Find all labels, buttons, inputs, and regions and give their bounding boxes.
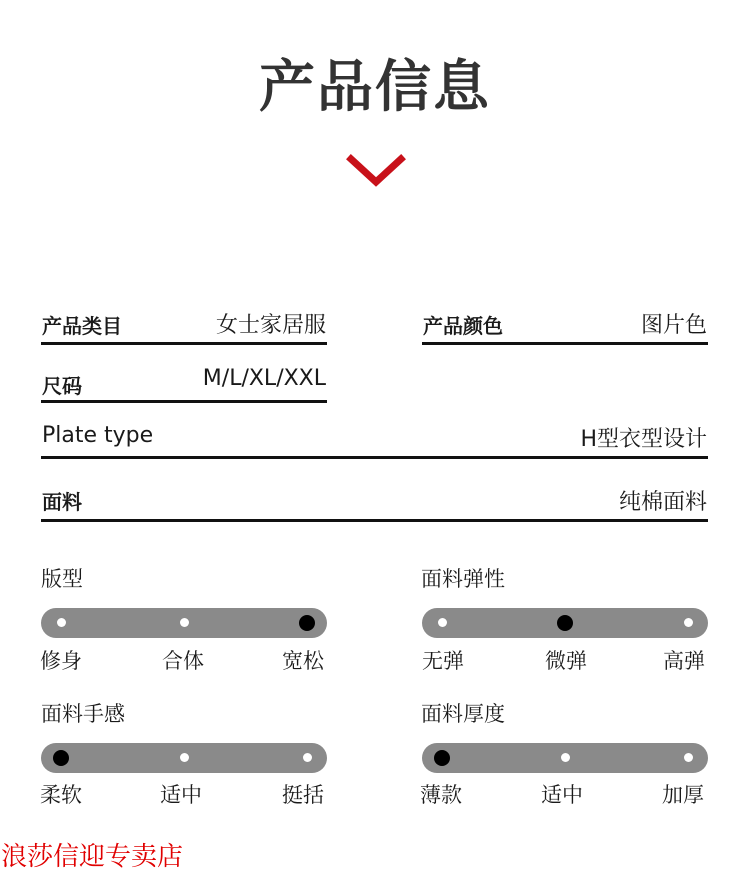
spec-value: 纯棉面料 (618, 490, 707, 515)
slider-selected-marker (299, 615, 315, 631)
slider-option: 微弹 (545, 649, 587, 673)
slider-label-hand-feel: 面料手感 (41, 702, 125, 726)
slider-option: 适中 (541, 783, 583, 807)
spec-row-category (41, 308, 327, 345)
spec-row-color (422, 308, 708, 345)
spec-value: 图片色 (640, 313, 707, 338)
slider-selected-marker (557, 615, 573, 631)
slider-stop-dot (303, 753, 312, 762)
slider-stop-dot (561, 753, 570, 762)
slider-label-thickness: 面料厚度 (421, 702, 505, 726)
slider-stop-dot (684, 753, 693, 762)
slider-stop-dot (180, 618, 189, 627)
slider-track-fit (41, 608, 327, 638)
slider-option: 高弹 (663, 649, 705, 673)
slider-option: 挺括 (282, 783, 324, 807)
spec-value: 女士家居服 (215, 313, 326, 338)
spec-value: H型衣型设计 (580, 427, 707, 452)
spec-label: 面料 (42, 490, 82, 514)
slider-selected-marker (434, 750, 450, 766)
slider-stop-dot (438, 618, 447, 627)
store-watermark: 浪莎信迎专卖店 (1, 842, 184, 872)
slider-option: 无弹 (422, 649, 464, 673)
section-title: 产品信息 (259, 55, 491, 120)
spec-row-plate-type (41, 421, 708, 459)
slider-option: 修身 (40, 649, 82, 673)
spec-label: 尺码 (42, 374, 82, 398)
slider-option: 薄款 (420, 783, 462, 807)
spec-row-size (41, 366, 327, 403)
slider-option: 适中 (160, 783, 202, 807)
slider-option: 合体 (162, 649, 204, 673)
slider-track-thickness (422, 743, 708, 773)
slider-option: 宽松 (282, 649, 324, 673)
slider-option: 加厚 (662, 783, 704, 807)
slider-label-fit: 版型 (41, 567, 83, 591)
slider-track-hand-feel (41, 743, 327, 773)
slider-track-elasticity (422, 608, 708, 638)
slider-stop-dot (180, 753, 189, 762)
spec-value: M/L/XL/XXL (202, 366, 326, 391)
spec-label: 产品类目 (42, 314, 122, 338)
slider-stop-dot (684, 618, 693, 627)
spec-label: Plate type (42, 423, 154, 448)
spec-label: 产品颜色 (423, 314, 503, 338)
spec-row-fabric (41, 484, 708, 522)
slider-selected-marker (53, 750, 69, 766)
slider-label-elasticity: 面料弹性 (421, 567, 505, 591)
slider-stop-dot (57, 618, 66, 627)
chevron-down-icon (346, 154, 406, 190)
slider-option: 柔软 (40, 783, 82, 807)
